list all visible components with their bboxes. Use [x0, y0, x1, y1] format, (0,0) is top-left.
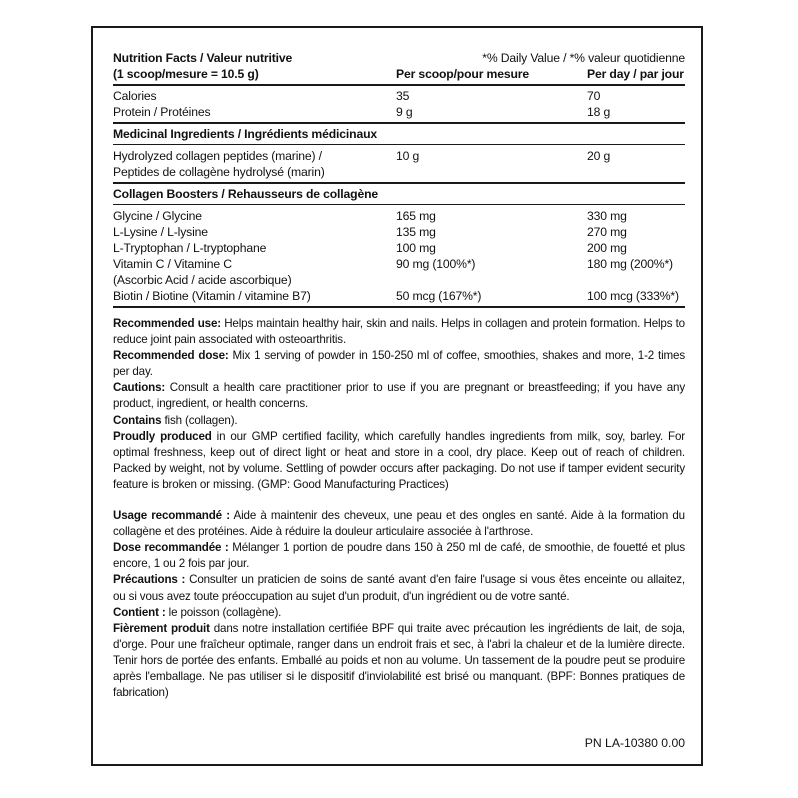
part-number: PN LA-10380 0.00	[584, 736, 685, 750]
nutrient-name: Protein / Protéines	[113, 105, 211, 119]
fierement-produit-text: dans notre installation certifiée BPF qui traite avec précaution les ingrédients de lait, de soja, d'orge. Pour une fraîcheur optimale, ranger dans un endroit frais et sec, à l'abri la chaleur et de la lumière directe. Tenir hors de portée des enfants. Emballé au poids et non au volume. Un tassement de la poudre peut se produire après l'emballage. Ne pas utiliser si le dispositif d'inviolabilité est brisé ou manquant. (BPF: Bonnes pratiques de fabrication)	[113, 621, 685, 700]
booster-per-scoop: 100 mg	[396, 241, 436, 255]
usage-recommande	[113, 508, 685, 540]
header-row-2	[113, 66, 685, 82]
fierement-produit	[113, 621, 685, 701]
nutrient-per-scoop: 9 g	[396, 105, 413, 119]
divider	[113, 144, 685, 145]
medicinal-row	[113, 148, 685, 164]
contient-text: le poisson (collagène).	[165, 605, 282, 619]
fierement-produit-label: Fièrement produit	[113, 621, 210, 635]
contains-text: fish (collagen).	[161, 413, 238, 427]
daily-value-note: *% Daily Value / *% valeur quotidienne	[482, 51, 685, 65]
booster-name: L-Lysine / L-lysine	[113, 225, 208, 239]
divider	[113, 122, 685, 124]
booster-name: L-Tryptophan / L-tryptophane	[113, 241, 267, 255]
booster-row	[113, 288, 685, 304]
usage-recommande-label: Usage recommandé :	[113, 509, 230, 523]
booster-name: Glycine / Glycine	[113, 209, 202, 223]
recommended-dose-text: Mix 1 serving of powder in 150-250 ml of coffee, smoothies, shakes and more, 1-2 times per day.	[113, 349, 686, 379]
medicinal-heading-row	[113, 126, 685, 142]
contains	[113, 413, 685, 429]
cautions-text: Consult a health care practitioner prior to use if you are pregnant or breastfeeding; if you have any product, ingredient, or health concerns.	[113, 381, 685, 411]
nutrient-per-day: 70	[587, 89, 601, 103]
nutrient-row	[113, 104, 685, 120]
label-content	[113, 50, 685, 701]
dose-recommandee	[113, 540, 685, 572]
booster-per-scoop: 165 mg	[396, 209, 436, 223]
usage-recommande-text: Aide à maintenir des cheveux, une peau et des ongles en santé. Aide à la formation du collagène et des protéines. Aide à réduire la douleur articulaire associée à l'arthrose.	[113, 509, 685, 539]
precautions-label: Précautions :	[113, 573, 186, 587]
proudly-produced	[113, 429, 685, 493]
nutrition-label-panel	[91, 26, 703, 766]
booster-name: (Ascorbic Acid / acide ascorbique)	[113, 273, 292, 287]
nutrient-per-day: 18 g	[587, 105, 611, 119]
recommended-use-label: Recommended use:	[113, 317, 221, 330]
recommended-use	[113, 316, 685, 348]
cautions-label: Cautions:	[113, 381, 166, 395]
contient	[113, 605, 685, 621]
dose-recommandee-label: Dose recommandée :	[113, 541, 229, 555]
nutrient-per-scoop: 35	[396, 89, 410, 103]
booster-per-day: 100 mcg (333%*)	[587, 289, 679, 303]
dose-recommandee-text: Mélanger 1 portion de poudre dans 150 à 250 ml de café, de smoothie, de fouetté et plus encore, 1 ou 2 fois par jour.	[113, 541, 686, 571]
divider	[113, 306, 685, 308]
proudly-produced-label: Proudly produced	[113, 429, 212, 443]
boosters-heading: Collagen Boosters / Rehausseurs de collagène	[113, 187, 378, 201]
divider	[113, 84, 685, 86]
medicinal-per-scoop: 10 g	[396, 149, 420, 163]
spacer	[113, 493, 685, 508]
booster-row	[113, 256, 685, 272]
precautions-text: Consulter un praticien de soins de santé avant d'en faire l'usage si vous êtes enceinte ou allaitez, ou si vous avez toute préoccupation au sujet d'un produit, d'un ingrédient ou de votre santé.	[113, 573, 685, 603]
contient-label: Contient :	[113, 605, 166, 619]
booster-per-day: 180 mg (200%*)	[587, 257, 673, 271]
recommended-dose-label: Recommended dose:	[113, 349, 229, 363]
header-row-1	[113, 50, 685, 66]
nutrient-name: Calories	[113, 89, 157, 103]
medicinal-name: Hydrolyzed collagen peptides (marine) /	[113, 149, 322, 163]
booster-per-day: 270 mg	[587, 225, 627, 239]
booster-name: Vitamin C / Vitamine C	[113, 257, 232, 271]
serving-size: (1 scoop/mesure = 10.5 g)	[113, 67, 259, 81]
col-header-per-scoop: Per scoop/pour mesure	[396, 67, 529, 81]
medicinal-row-cont	[113, 164, 685, 180]
booster-name: Biotin / Biotine (Vitamin / vitamine B7)	[113, 289, 311, 303]
booster-row	[113, 272, 685, 288]
medicinal-name-fr: Peptides de collagène hydrolysé (marin)	[113, 165, 325, 179]
recommended-dose	[113, 348, 685, 380]
booster-per-scoop: 90 mg (100%*)	[396, 257, 476, 271]
booster-row	[113, 240, 685, 256]
contains-label: Contains	[113, 413, 162, 427]
proudly-produced-text: in our GMP certified facility, which carefully handles ingredients from milk, soy, barley. For optimal freshness, keep out of direct light or heat and store in a cool, dry place. Keep out of reach of children. Packed by weight, not by volume. Settling of powder occurs after packaging. Do not use if tamper evident security feature is broken or missing. (GMP: Good Manufacturing Practices)	[113, 429, 685, 491]
medicinal-per-day: 20 g	[587, 149, 611, 163]
booster-per-day: 330 mg	[587, 209, 627, 223]
divider	[113, 182, 685, 184]
boosters-heading-row	[113, 186, 685, 202]
nutrient-row	[113, 88, 685, 104]
precautions	[113, 572, 685, 604]
facts-title: Nutrition Facts / Valeur nutritive	[113, 51, 293, 65]
medicinal-heading: Medicinal Ingredients / Ingrédients médicinaux	[113, 127, 377, 141]
cautions	[113, 380, 685, 412]
booster-row	[113, 208, 685, 224]
booster-row	[113, 224, 685, 240]
col-header-per-day: Per day / par jour	[587, 67, 684, 81]
divider	[113, 204, 685, 205]
booster-per-scoop: 50 mcg (167%*)	[396, 289, 482, 303]
booster-per-day: 200 mg	[587, 241, 627, 255]
recommended-use-text: Helps maintain healthy hair, skin and nails. Helps in collagen and protein formation. Helps to reduce joint pain associated with osteoarthritis.	[113, 317, 685, 347]
booster-per-scoop: 135 mg	[396, 225, 436, 239]
